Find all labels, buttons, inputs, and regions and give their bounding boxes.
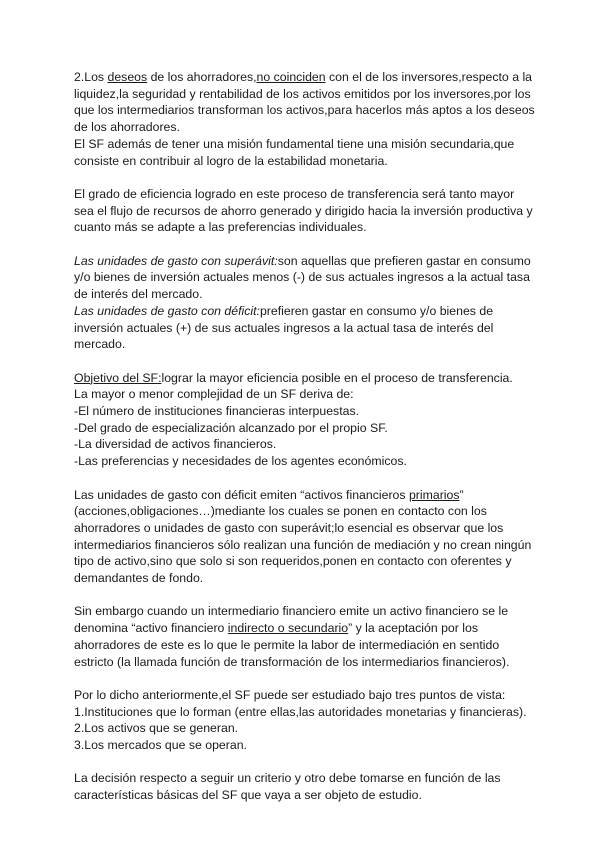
text-segment: tipo de activo,sino que solo si son requeridos,ponen en contacto con oferentes y: [74, 554, 512, 569]
text-line: [74, 153, 536, 170]
text-line: [74, 537, 536, 554]
text-line: [74, 386, 536, 403]
paragraph: [74, 487, 536, 587]
text-line: [74, 620, 536, 637]
text-line: [74, 320, 536, 337]
text-line: [74, 436, 536, 453]
text-segment: demandantes de fondo.: [74, 571, 204, 586]
text-segment: Por lo dicho anteriormente,el SF puede ser estudiado bajo tres puntos de vista:: [74, 687, 506, 702]
text-segment: intermediarios financieros sólo realizan una función de mediación y no crean ningún: [74, 537, 532, 552]
text-line: [74, 253, 536, 270]
text-line: [74, 403, 536, 420]
underlined-text: indirecto o secundario: [227, 621, 349, 636]
text-line: [74, 720, 536, 737]
paragraph: [74, 770, 536, 803]
italic-text: Las unidades de gasto con superávit:: [74, 253, 278, 268]
text-segment: ahorradores o unidades de gasto con superávit;lo esencial es observar que los: [74, 520, 504, 535]
text-line: [74, 219, 536, 236]
text-line: [74, 102, 536, 119]
paragraph: [74, 186, 536, 236]
text-line: [74, 453, 536, 470]
text-line: [74, 737, 536, 754]
text-line: [74, 69, 536, 86]
text-line: [74, 570, 536, 587]
text-segment: Las unidades de gasto con déficit emiten “activos financieros: [74, 487, 409, 502]
text-line: [74, 770, 536, 787]
text-line: [74, 487, 536, 504]
text-segment: ahorradores de este es lo que le permite la labor de intermediación en sentido: [74, 637, 500, 652]
text-segment: 1.Instituciones que lo forman (entre ellas,las autoridades monetarias y financieras).: [74, 704, 527, 719]
text-segment: Sin embargo cuando un intermediario financiero emite un activo financiero se le: [74, 604, 509, 619]
text-segment: estricto (la llamada función de transformación de los intermediarios financieros).: [74, 654, 510, 669]
paragraph: [74, 69, 536, 169]
text-segment: características básicas del SF que vaya a ser objeto de estudio.: [74, 788, 422, 803]
text-line: [74, 654, 536, 671]
paragraph: [74, 253, 536, 353]
text-line: [74, 286, 536, 303]
text-line: [74, 503, 536, 520]
text-segment: El grado de eficiencia logrado en este proceso de transferencia será tanto mayor: [74, 186, 515, 201]
text-segment: de interés del mercado.: [74, 287, 203, 302]
document-body: [74, 69, 536, 821]
text-segment: de los ahorradores,: [147, 70, 257, 84]
text-line: [74, 336, 536, 353]
text-segment: de los ahorradores.: [74, 120, 180, 135]
text-line: [74, 119, 536, 136]
text-line: [74, 136, 536, 153]
text-segment: -Las preferencias y necesidades de los agentes económicos.: [74, 454, 407, 469]
text-segment: 3.Los mercados que se operan.: [74, 738, 247, 753]
text-segment: son aquellas que prefieren gastar en consumo: [277, 253, 531, 268]
text-line: [74, 704, 536, 721]
text-line: [74, 420, 536, 437]
text-segment: y/o bienes de inversión actuales menos (-) de sus actuales ingresos a la actual tasa: [74, 270, 530, 285]
text-segment: lograr la mayor eficiencia posible en el proceso de transferencia.: [161, 370, 513, 385]
text-segment: ”: [459, 487, 464, 502]
text-line: [74, 787, 536, 804]
underlined-text: Objetivo del SF:: [74, 370, 162, 385]
text-segment: liquidez,la seguridad y rentabilidad de los activos emitidos por los inversores,por los: [74, 86, 531, 101]
text-segment: consiste en contribuir al logro de la estabilidad monetaria.: [74, 153, 388, 168]
text-segment: 2.Los activos que se generan.: [74, 721, 239, 736]
text-line: [74, 203, 536, 220]
text-segment: que los intermediarios transforman los activos,para hacerlos más aptos a los deseos: [74, 103, 535, 118]
text-segment: (acciones,obligaciones…)mediante los cuales se ponen en contacto con los: [74, 504, 487, 519]
text-segment: inversión actuales (+) de sus actuales ingresos a la actual tasa de interés del: [74, 320, 494, 335]
text-line: [74, 370, 536, 387]
text-line: [74, 520, 536, 537]
text-segment: prefieren gastar en consumo y/o bienes de: [259, 303, 494, 318]
text-segment: La mayor o menor complejidad de un SF deriva de:: [74, 387, 354, 402]
underlined-text: deseos: [107, 70, 148, 84]
underlined-text: no coinciden: [256, 70, 326, 84]
text-segment: -La diversidad de activos financieros.: [74, 437, 277, 452]
text-segment: 2.Los: [74, 70, 108, 84]
text-segment: cuanto más se adapte a las preferencias individuales.: [74, 220, 367, 235]
underlined-text: primarios: [408, 487, 460, 502]
paragraph: [74, 370, 536, 470]
text-line: [74, 603, 536, 620]
text-line: [74, 637, 536, 654]
text-line: [74, 687, 536, 704]
paragraph: [74, 603, 536, 670]
text-line: [74, 303, 536, 320]
paragraph: [74, 687, 536, 754]
text-line: [74, 186, 536, 203]
text-segment: ” y la aceptación por los: [348, 621, 478, 636]
text-segment: El SF además de tener una misión fundamental tiene una misión secundaria,que: [74, 136, 515, 151]
text-line: [74, 86, 536, 103]
text-segment: mercado.: [74, 337, 126, 352]
text-line: [74, 269, 536, 286]
text-line: [74, 553, 536, 570]
text-segment: -El número de instituciones financieras interpuestas.: [74, 404, 360, 419]
italic-text: Las unidades de gasto con déficit:: [74, 303, 260, 318]
text-segment: La decisión respecto a seguir un criterio y otro debe tomarse en función de las: [74, 771, 501, 786]
text-segment: con el de los inversores,respecto a la: [325, 70, 533, 84]
text-segment: sea el flujo de recursos de ahorro generado y dirigido hacia la inversión productiva y: [74, 203, 533, 218]
text-segment: -Del grado de especialización alcanzado por el propio SF.: [74, 420, 388, 435]
text-segment: denomina “activo financiero: [74, 621, 228, 636]
